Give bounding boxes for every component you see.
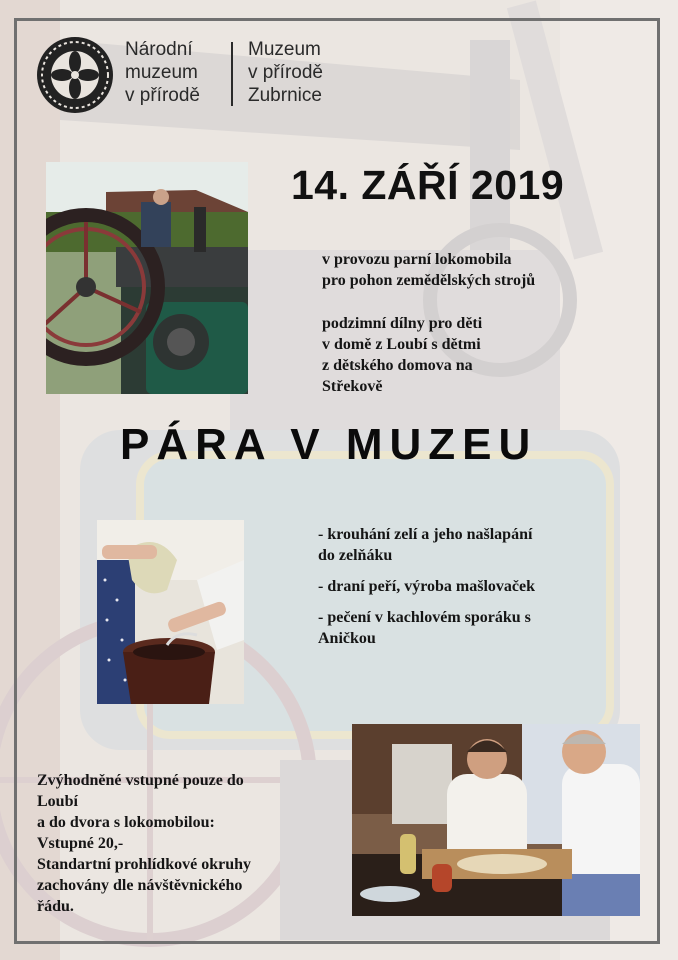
logo-line: Muzeum	[248, 39, 321, 60]
event-date: 14. ZÁŘÍ 2019	[291, 162, 565, 208]
intro-text	[322, 249, 535, 397]
baking-photo	[352, 724, 640, 916]
admission-line: Vstupné 20,-	[37, 835, 124, 852]
logo-text-zubrnice	[248, 38, 323, 107]
logo-line: muzeum	[125, 62, 198, 83]
intro-line: pro pohon zemědělských strojů	[322, 272, 536, 289]
admission-line: řádu.	[37, 898, 74, 915]
logo-line: Zubrnice	[248, 85, 322, 106]
admission-info	[37, 770, 251, 917]
logo-line: v přírodě	[248, 62, 323, 83]
admission-line: zachovány dle návštěvnického	[37, 877, 243, 894]
intro-line: v provozu parní lokomobila	[322, 251, 512, 268]
activities-list	[318, 524, 535, 649]
admission-line: a do dvora s lokomobilou:	[37, 814, 215, 831]
intro-line: v domě z Loubí s dětmi	[322, 336, 481, 353]
activity-item: - pečení v kachlovém sporáku s	[318, 609, 531, 626]
activity-item: - krouhání zelí a jeho našlapání	[318, 526, 533, 543]
cabbage-photo	[97, 520, 244, 704]
activity-item: Aničkou	[318, 630, 376, 647]
main-title: PÁRA V MUZEU	[120, 420, 538, 469]
activity-item: - draní peří, výroba mašlovaček	[318, 578, 536, 595]
admission-line: Standartní prohlídkové okruhy	[37, 856, 251, 873]
logo-text-national	[125, 38, 200, 107]
museum-logo-icon	[34, 34, 116, 121]
activity-item: do zelňáku	[318, 547, 393, 564]
logo-divider	[231, 42, 233, 106]
logo-line: v přírodě	[125, 85, 200, 106]
steam-engine-photo	[46, 162, 248, 394]
admission-line: Loubí	[37, 793, 78, 810]
intro-line: z dětského domova na	[322, 357, 473, 374]
intro-line: podzimní dílny pro děti	[322, 315, 483, 332]
admission-line: Zvýhodněné vstupné pouze do	[37, 772, 244, 789]
logo-line: Národní	[125, 39, 193, 60]
intro-line: Střekově	[322, 378, 383, 395]
